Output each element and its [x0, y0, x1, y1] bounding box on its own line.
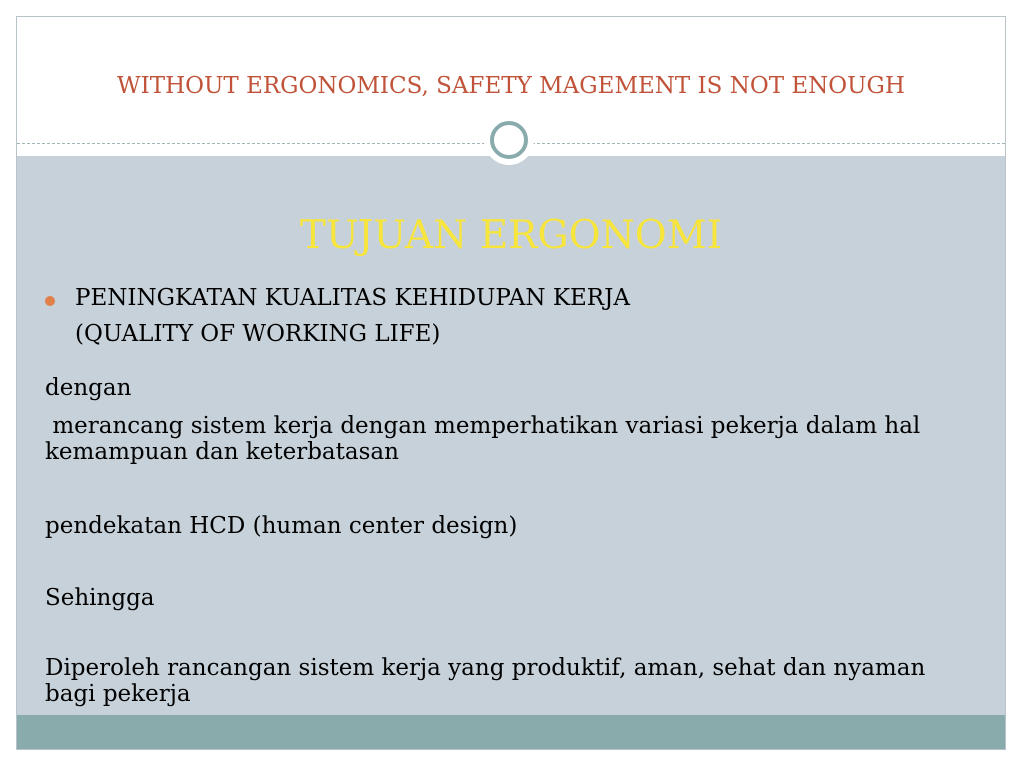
circle-ornament-icon: [484, 115, 534, 165]
slide-frame: [16, 16, 1006, 750]
bullet-line-2: (QUALITY OF WORKING LIFE): [75, 321, 441, 347]
slide-title: WITHOUT ERGONOMICS, SAFETY MAGEMENT IS NOT ENOUGH: [117, 73, 905, 99]
slide-subtitle: TUJUAN ERGONOMI: [299, 213, 723, 258]
paragraph-sehingga: Sehingga: [45, 585, 155, 611]
footer-bar: [17, 715, 1005, 749]
paragraph-merancang: merancang sistem kerja dengan memperhatikan variasi pekerja dalam hal kemampuan dan keterbatasan: [45, 413, 928, 466]
paragraph-diperoleh: Diperoleh rancangan sistem kerja yang produktif, aman, sehat dan nyaman bagi pekerja: [45, 655, 926, 708]
paragraph-pendekatan: pendekatan HCD (human center design): [45, 513, 518, 539]
bullet-line-1: PENINGKATAN KUALITAS KEHIDUPAN KERJA: [75, 285, 630, 311]
bullet-icon: [45, 296, 55, 306]
paragraph-dengan: dengan: [45, 375, 132, 401]
ring-icon: [490, 121, 528, 159]
